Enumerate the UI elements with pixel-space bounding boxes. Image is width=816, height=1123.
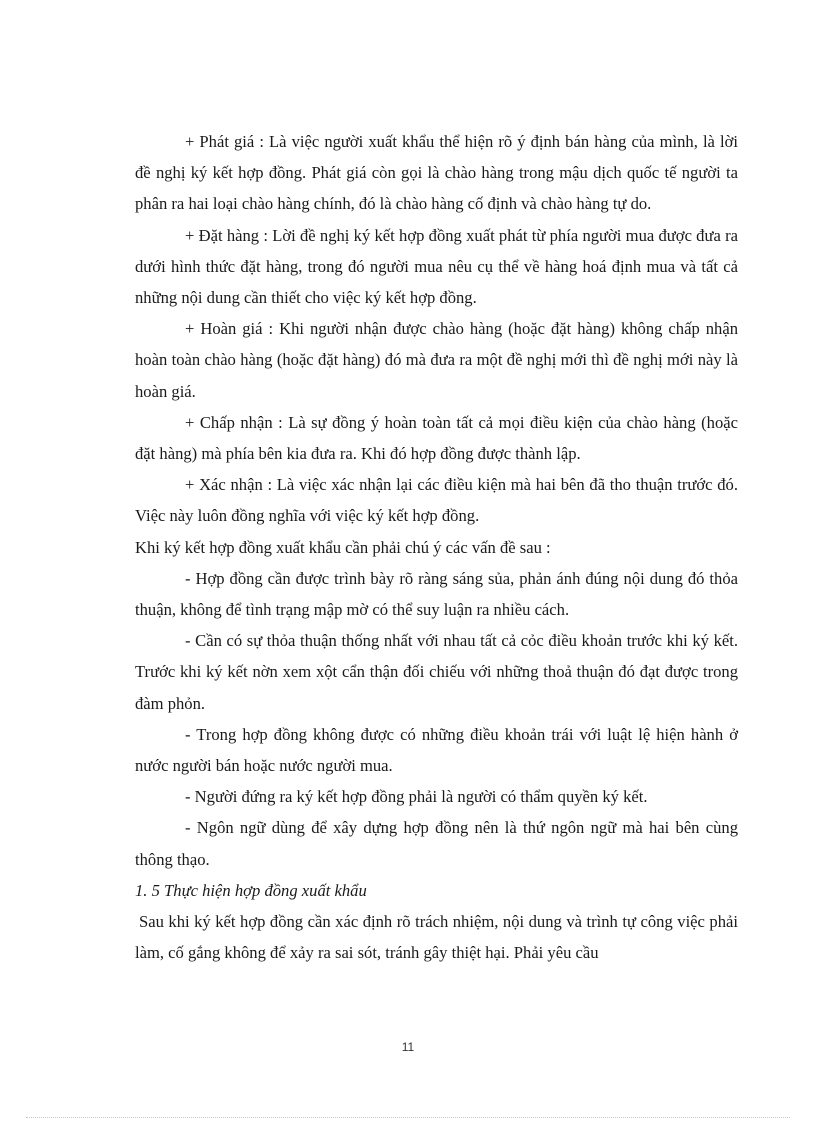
section-heading: 1. 5 Thực hiện hợp đồng xuất khẩu: [135, 880, 367, 900]
paragraph-phat-gia: + Phát giá : Là việc người xuất khẩu thể hiện rõ ý định bán hàng của mình, là lời đề nghị ký kết hợp đồng. Phát giá còn gọi là chào hàng trong mậu dịch quốc tế người ta phân ra hai loại chào hàng chính, đó là chào hàng cố định và chào hàng tự do.: [135, 132, 738, 214]
paragraph-xac-nhan: + Xác nhận : Là việc xác nhận lại các điều kiện mà hai bên đã tho thuận trước đó. Việc này luôn đồng nghĩa với việc ký kết hợp đồng.: [135, 475, 738, 526]
paragraph-hoan-gia: + Hoàn giá : Khi người nhận được chào hàng (hoặc đặt hàng) không chấp nhận hoàn toàn chào hàng (hoặc đặt hàng) đó mà đưa ra một đề nghị mới thì đề nghị mới này là hoàn giá.: [135, 319, 738, 401]
paragraph-note-5: - Ngôn ngữ dùng để xây dựng hợp đồng nên là thứ ngôn ngữ mà hai bên cùng thông thạo.: [135, 818, 738, 869]
page-number: 11: [401, 1040, 415, 1054]
paragraph-section-intro: Sau khi ký kết hợp đồng cần xác định rõ trách nhiệm, nội dung và trình tự công việc phải làm, cố gắng không để xảy ra sai sót, tránh gây thiệt hại. Phải yêu cầu: [135, 912, 738, 963]
paragraph-notes-intro: Khi ký kết hợp đồng xuất khẩu cần phải chú ý các vấn đề sau :: [135, 537, 551, 557]
paragraph-chap-nhan: + Chấp nhận : Là sự đồng ý hoàn toàn tất cả mọi điều kiện của chào hàng (hoặc đặt hàng) mà phía bên kia đưa ra. Khi đó hợp đồng được thành lập.: [135, 412, 738, 464]
paragraph-note-3: - Trong hợp đồng không được có những điều khoản trái với luật lệ hiện hành ở nước người bán hoặc nước người mua.: [135, 724, 738, 776]
paragraph-note-2: - Cần có sự thỏa thuận thống nhất với nhau tất cả cỏc điều khoản trước khi ký kết. Trước khi ký kết nờn xem xột cẩn thận đối chiếu với những thoả thuận đó đạt được trong đàm phỏn.: [135, 631, 738, 713]
document-body: [135, 126, 738, 968]
footer-divider: [26, 1117, 790, 1118]
paragraph-note-4: - Người đứng ra ký kết hợp đồng phải là người có thẩm quyền ký kết.: [185, 787, 648, 807]
paragraph-dat-hang: + Đặt hàng : Lời đề nghị ký kết hợp đồng xuất phát từ phía người mua được đưa ra dưới hình thức đặt hàng, trong đó người mua nêu cụ thể về hàng hoá định mua và tất cả những nội dung cần thiết cho việc ký kết hợp đồng.: [135, 225, 738, 308]
paragraph-note-1: - Hợp đồng cần được trình bày rõ ràng sáng sủa, phản ánh đúng nội dung đó thỏa thuận, không để tình trạng mập mờ có thể suy luận ra nhiều cách.: [135, 568, 738, 620]
